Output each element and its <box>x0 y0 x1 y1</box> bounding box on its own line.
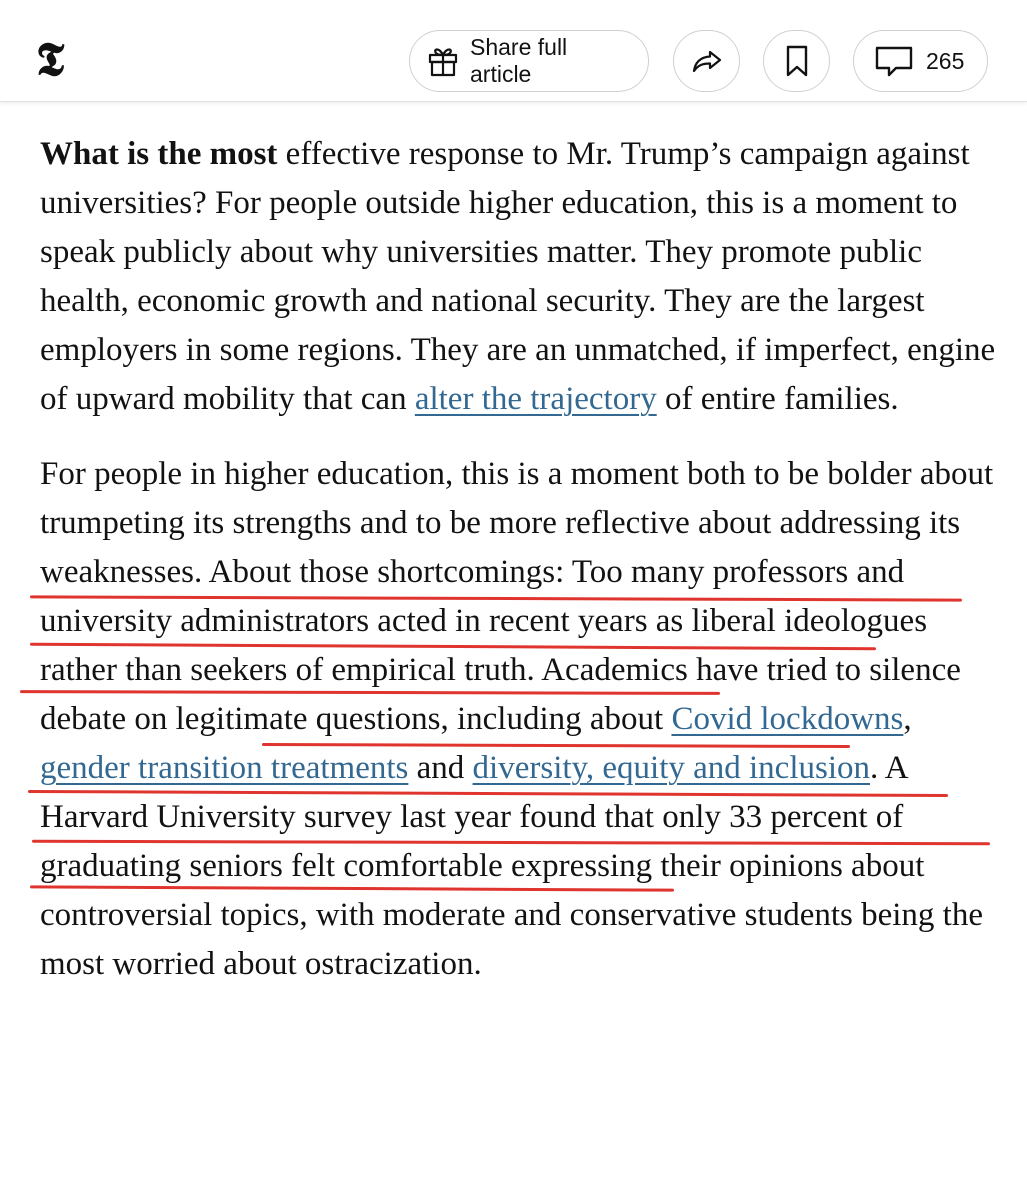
link-diversity-equity-inclusion[interactable]: diversity, equity and inclusion <box>472 750 871 786</box>
paragraph-2 <box>40 450 1000 989</box>
nyt-logo[interactable]: 𝕿 <box>36 32 65 86</box>
share-arrow-icon <box>690 44 724 78</box>
link-covid-lockdowns[interactable]: Covid lockdowns <box>671 701 904 737</box>
article-body <box>40 130 1000 1015</box>
comment-bubble-icon <box>874 44 914 78</box>
separator-comma: , <box>903 701 912 737</box>
link-gender-transition-treatments[interactable]: gender transition treatments <box>40 750 409 786</box>
share-full-article-label: Share full article <box>470 34 568 87</box>
article-toolbar <box>0 0 1027 102</box>
bold-lead-in: What is the most <box>40 136 278 172</box>
paragraph-1 <box>40 130 1000 424</box>
share-full-article-button[interactable] <box>409 30 649 92</box>
link-alter-the-trajectory[interactable]: alter the trajectory <box>414 381 657 417</box>
share-button[interactable] <box>673 30 740 92</box>
bookmark-icon <box>782 44 812 78</box>
paragraph-2-text-end: . A Harvard University survey last year found that only 33 percent of graduating seniors felt comfortable expressing their opinions about controversial topics, with moderate and conservative students being the most worried about ostracization. <box>40 750 983 982</box>
comment-count: 265 <box>926 47 965 74</box>
gift-icon <box>426 44 460 78</box>
separator-and: and <box>408 750 473 786</box>
paragraph-1-text: effective response to Mr. Trump’s campaign against universities? For people outside higher education, this is a moment to speak publicly about why universities matter. They promote public health, economic growth and national security. They are the largest employers in some regions. They are an unmatched, if imperfect, engine of upward mobility that can <box>40 136 996 417</box>
save-button[interactable] <box>763 30 830 92</box>
paragraph-1-text-end: of entire families. <box>656 381 899 417</box>
paragraph-2-text: For people in higher education, this is a moment both to be bolder about trumpeting its strengths and to be more reflective about addressing its weaknesses. About those shortcomings: Too many professors and university administrators acted in recent years as liberal ideologues rather than seekers of empirical truth. Academics have tried to silence debate on legitimate questions, including about <box>40 456 994 737</box>
comments-button[interactable] <box>853 30 988 92</box>
